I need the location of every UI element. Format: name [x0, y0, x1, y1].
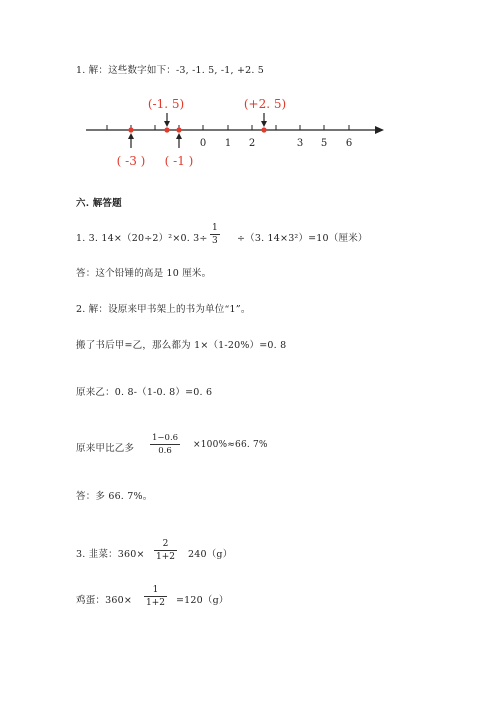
- q6-3-line1-prefix: 3. 韭菜：360×: [76, 549, 145, 560]
- q6-2-line3-prefix: 原来甲比乙多: [76, 443, 135, 454]
- q6-3-line2-prefix: 鸡蛋：360×: [76, 595, 132, 606]
- number-line-figure: [0, 95, 500, 175]
- q6-2-frac-den: 0.6: [158, 446, 172, 456]
- tick-label-2: 2: [248, 138, 256, 149]
- q6-2-fraction: [150, 433, 180, 456]
- label-neg1-5: (-1. 5): [147, 97, 185, 111]
- q6-2-line2: 原来乙：0. 8-（1-0. 8）=0. 6: [76, 387, 213, 398]
- arrow-down-icon: [164, 121, 170, 127]
- point-neg1: [176, 127, 181, 132]
- q6-2-answer: 答：多 66. 7%。: [76, 491, 153, 502]
- tick-label-1: 1: [224, 138, 232, 149]
- q6-3-fraction-2: [144, 585, 167, 608]
- q6-1-suffix: ÷（3. 14×3²）=10（厘米）: [237, 233, 368, 244]
- point-neg1-5: [164, 127, 169, 132]
- tick-label-6: 6: [345, 138, 353, 149]
- label-neg3: ( -3 ): [116, 154, 146, 168]
- q6-3-frac1-den: 1+2: [156, 552, 175, 562]
- q6-2-line3-suffix: ×100%≈66. 7%: [193, 440, 268, 450]
- tick-label-0: 0: [199, 138, 207, 149]
- q6-3-frac2-num: 1: [152, 585, 159, 595]
- tick-label-3: 3: [296, 138, 304, 149]
- q6-1-fraction: [210, 223, 220, 246]
- q6-3-fraction-1: [154, 539, 177, 562]
- q6-1-frac-num: 1: [212, 223, 218, 233]
- q6-3-line2-suffix: =120（g）: [176, 595, 229, 606]
- q6-1-frac-den: 3: [212, 236, 218, 246]
- number-line-ticks: [107, 125, 349, 130]
- q6-2-frac-num: 1−0.6: [152, 433, 179, 443]
- q6-1-answer: 答：这个铅锤的高是 10 厘米。: [76, 268, 212, 279]
- q1-text: 1. 解：这些数字如下：-3, -1. 5, -1, +2. 5: [76, 65, 265, 76]
- q6-3-frac2-den: 1+2: [146, 598, 165, 608]
- q6-2-intro: 2. 解：设原来甲书架上的书为单位“1”。: [76, 304, 251, 315]
- q6-3-frac1-num: 2: [162, 539, 169, 549]
- q6-3-line1-suffix: 240（g）: [188, 549, 233, 560]
- q6-1-prefix: 1. 3. 14×（20÷2）²×0. 3÷: [76, 233, 208, 244]
- point-pos2-5: [261, 127, 266, 132]
- arrow-down-icon: [261, 121, 267, 127]
- point-neg3: [128, 127, 133, 132]
- q6-2-line1: 搬了书后甲=乙，那么都为 1×（1-20%）=0. 8: [76, 340, 287, 351]
- arrow-up-icon: [176, 133, 182, 139]
- number-line-arrow-icon: [375, 126, 384, 134]
- section-title: 六. 解答题: [76, 198, 122, 209]
- label-neg1: ( -1 ): [164, 154, 194, 168]
- tick-label-5: 5: [320, 138, 328, 149]
- arrow-up-icon: [128, 133, 134, 139]
- label-pos2-5: (+2. 5): [243, 97, 287, 111]
